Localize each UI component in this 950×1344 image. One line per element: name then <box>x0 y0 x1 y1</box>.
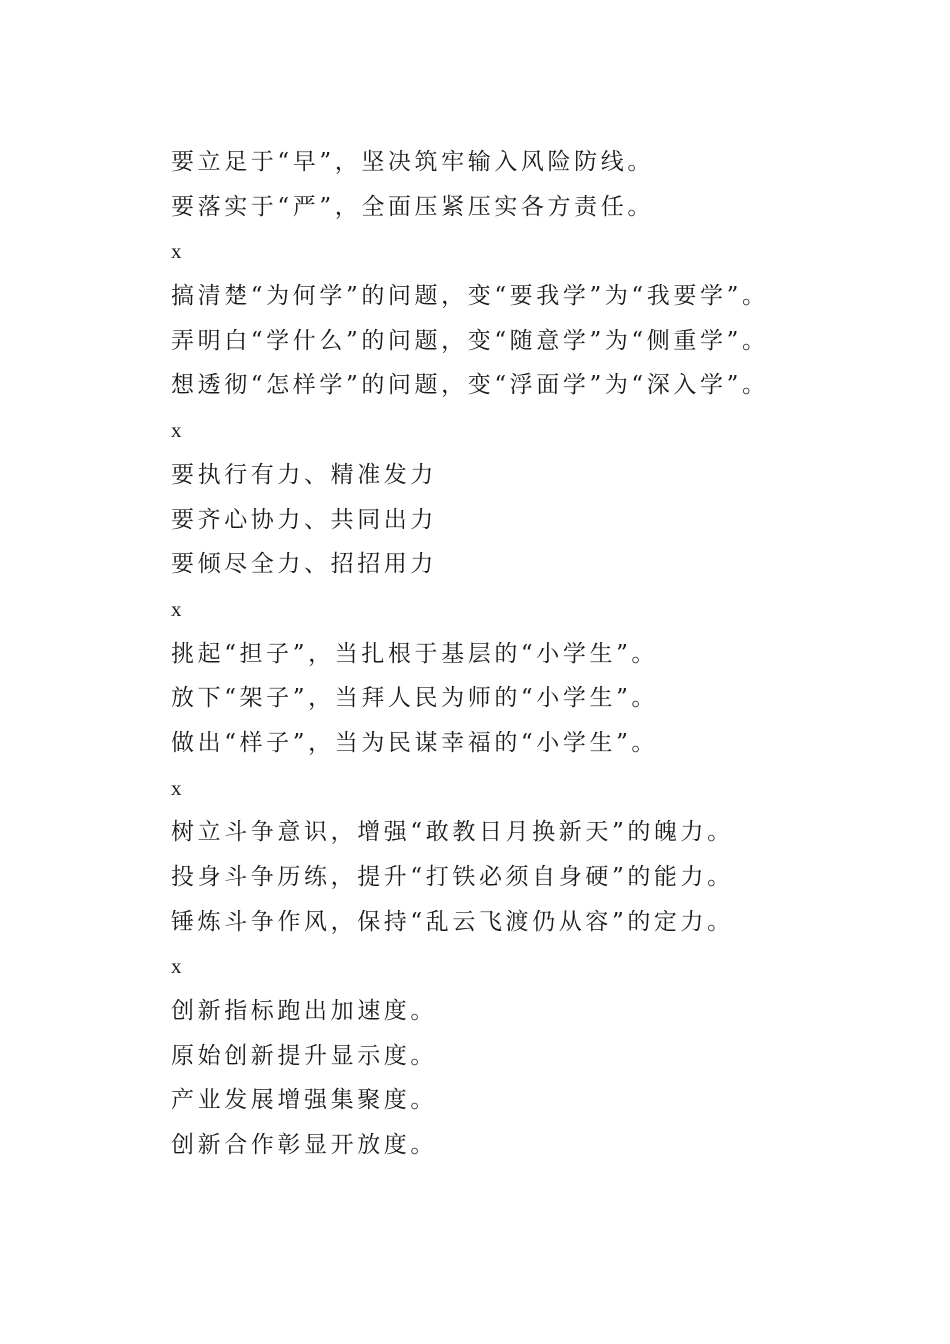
section-separator: x <box>171 954 182 979</box>
text-line: 树立斗争意识，增强“敢教日月换新天”的魄力。 <box>171 819 734 846</box>
text-line: 挑起“担子”，当扎根于基层的“小学生”。 <box>171 640 659 667</box>
document-body <box>171 140 911 1168</box>
text-line: 要齐心协力、共同出力 <box>171 506 437 533</box>
text-line: 原始创新提升显示度。 <box>171 1042 437 1069</box>
section-separator: x <box>171 775 182 800</box>
text-line: 要落实于“严”，全面压紧压实各方责任。 <box>171 193 654 220</box>
section-separator: x <box>171 596 182 621</box>
text-line: 做出“样子”，当为民谋幸福的“小学生”。 <box>171 729 659 756</box>
text-line: 投身斗争历练，提升“打铁必须自身硬”的能力。 <box>171 864 734 890</box>
text-line: 要倾尽全力、招招用力 <box>171 551 437 578</box>
text-line: 弄明白“学什么”的问题，变“随意学”为“侧重学”。 <box>171 327 769 354</box>
text-line: 要执行有力、精准发力 <box>171 461 437 488</box>
text-line: 想透彻“怎样学”的问题，变“浮面学”为“深入学”。 <box>171 372 769 399</box>
text-line: 创新合作彰显开放度。 <box>171 1132 437 1159</box>
text-line: 创新指标跑出加速度。 <box>171 998 437 1025</box>
text-line: 放下“架子”，当拜人民为师的“小学生”。 <box>171 685 659 712</box>
text-line: 锤炼斗争作风，保持“乱云飞渡仍从容”的定力。 <box>171 908 734 935</box>
text-line: 搞清楚“为何学”的问题，变“要我学”为“我要学”。 <box>171 283 769 310</box>
text-line: 产业发展增强集聚度。 <box>171 1087 437 1114</box>
section-separator: x <box>171 418 182 443</box>
section-separator: x <box>171 239 182 264</box>
text-line: 要立足于“早”，坚决筑牢输入风险防线。 <box>171 149 654 175</box>
